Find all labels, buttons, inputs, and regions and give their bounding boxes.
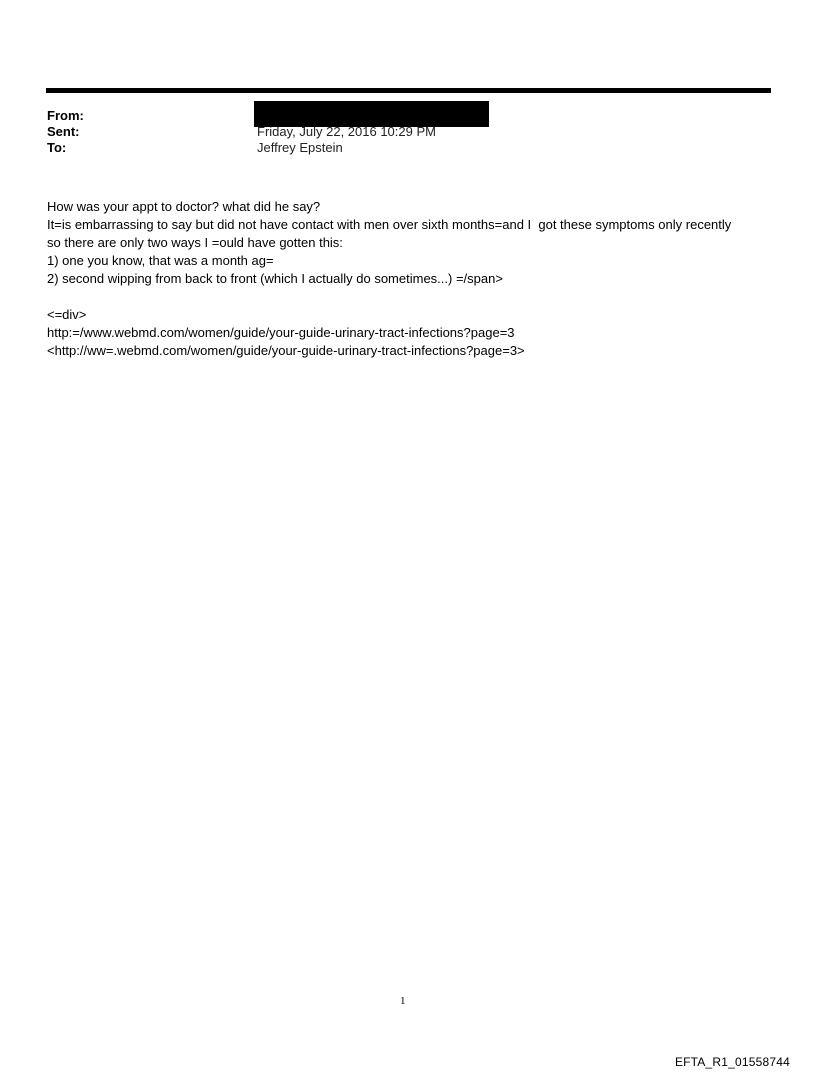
- paragraph-gap: [47, 288, 772, 306]
- body-line: 2) second wipping from back to front (which I actually do sometimes...) =/span>: [47, 271, 503, 286]
- sent-row: [47, 122, 767, 138]
- header-divider: [46, 88, 771, 93]
- from-row: [47, 106, 767, 122]
- sent-value: Friday, July 22, 2016 10:29 PM: [257, 124, 436, 139]
- body-line: 1) one you know, that was a month ag=: [47, 253, 274, 268]
- bates-number: EFTA_R1_01558744: [674, 1055, 790, 1069]
- body-line: How was your appt to doctor? what did he say?: [47, 199, 321, 214]
- body-line: so there are only two ways I =ould have gotten this:: [47, 235, 343, 250]
- from-label: From:: [47, 108, 84, 123]
- to-label: To:: [47, 140, 67, 155]
- email-body: [47, 198, 772, 360]
- to-value: Jeffrey Epstein: [257, 140, 343, 155]
- body-link: http:=/www.webmd.com/women/guide/your-guide-urinary-tract-infections?page=3: [47, 325, 515, 340]
- sent-label: Sent:: [47, 124, 80, 139]
- body-line: <=div>: [47, 307, 87, 322]
- email-header: [47, 106, 767, 154]
- page-number: 1: [400, 995, 406, 1007]
- body-link: <http://ww=.webmd.com/women/guide/your-guide-urinary-tract-infections?page=3>: [47, 343, 525, 358]
- to-row: [47, 138, 767, 154]
- body-line: It=is embarrassing to say but did not have contact with men over sixth months=and I got these symptoms only recently: [47, 217, 732, 232]
